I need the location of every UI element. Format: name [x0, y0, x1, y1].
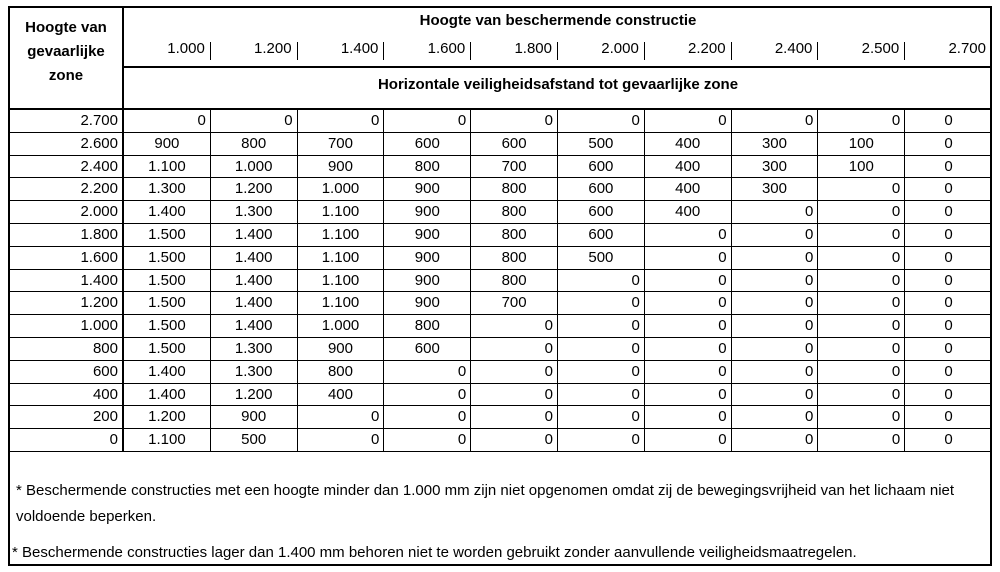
construction-height-title: Hoogte van beschermende constructie: [419, 12, 697, 29]
distance-cell: 0: [818, 384, 905, 407]
distance-cell: 1.400: [124, 201, 211, 224]
distance-cell: 0: [645, 384, 732, 407]
distance-cell: 0: [471, 361, 558, 384]
table-row: [10, 201, 990, 224]
distance-cell: 0: [732, 338, 819, 361]
distance-cell: 0: [818, 178, 905, 201]
distance-cell: 0: [944, 362, 953, 380]
distance-cell: 0: [944, 271, 953, 289]
table-row: [10, 315, 990, 338]
distance-cell: 0: [732, 224, 819, 247]
distance-cell: 0: [818, 361, 905, 384]
distance-cell: 0: [818, 201, 905, 224]
distance-cell: 500: [211, 429, 298, 452]
distance-cell: 1.500: [124, 315, 211, 338]
distance-cell: 900: [384, 201, 471, 224]
zone-height-cell: 600: [10, 361, 124, 384]
distance-cell: 0: [818, 224, 905, 247]
zone-height-cell: 2.400: [10, 156, 124, 179]
distance-cell: 1.400: [211, 270, 298, 293]
distance-cell: 0: [944, 408, 953, 426]
zone-height-cell: 2.200: [10, 178, 124, 201]
distance-cell: 0: [944, 226, 953, 243]
distance-cell: 0: [645, 224, 732, 247]
zone-height-cell: 1.400: [10, 270, 124, 293]
distance-cell: 0: [471, 406, 558, 429]
column-header-label: 1.000: [167, 40, 205, 57]
distance-cell: 0: [298, 110, 385, 133]
distance-cell: 800: [298, 361, 385, 384]
distance-cell: 1.500: [124, 292, 211, 315]
distance-cell: 0: [645, 361, 732, 384]
distance-cell: 1.000: [298, 178, 385, 201]
table-row: [10, 270, 990, 293]
distance-cell: 1.100: [298, 224, 385, 247]
table-row: [10, 156, 990, 179]
distance-cell: 0: [818, 429, 905, 452]
distance-cell: 700: [471, 156, 558, 179]
distance-cell: 600: [471, 133, 558, 156]
distance-cell: 700: [298, 133, 385, 156]
column-header: [211, 38, 298, 60]
distance-cell: 0: [384, 406, 471, 429]
column-header: [471, 38, 558, 60]
table-row: [10, 133, 990, 156]
distance-cell: 800: [471, 178, 558, 201]
column-header: [298, 38, 385, 60]
distance-cell: 0: [732, 270, 819, 293]
distance-cell: 800: [211, 133, 298, 156]
distance-cell: 1.200: [211, 384, 298, 407]
zone-height-cell: 1.600: [10, 247, 124, 270]
distance-cell: 0: [732, 292, 819, 315]
distance-cell: 1.300: [211, 361, 298, 384]
column-header-label: 1.600: [427, 40, 466, 57]
distance-cell: 1.100: [124, 429, 211, 452]
distance-cell: 0: [944, 157, 953, 175]
distance-cell: 700: [471, 292, 558, 315]
distance-cell: 0: [944, 431, 953, 449]
column-header: [124, 38, 211, 60]
distance-cell: 1.100: [298, 247, 385, 270]
header-divider: [124, 66, 992, 68]
distance-cell: 1.500: [124, 247, 211, 270]
column-header: [558, 38, 645, 60]
table-row: [10, 361, 990, 384]
distance-cell: 500: [558, 133, 645, 156]
distance-cell: 900: [384, 292, 471, 315]
distance-cell: 900: [384, 247, 471, 270]
distance-cell: 0: [124, 110, 211, 133]
zone-height-cell: 200: [10, 406, 124, 429]
distance-cell: 0: [558, 292, 645, 315]
zone-height-cell: 1.800: [10, 224, 124, 247]
distance-cell: 400: [298, 384, 385, 407]
distance-cell: 1.500: [124, 338, 211, 361]
zone-height-cell: 2.700: [10, 110, 124, 133]
distance-cell: 0: [384, 361, 471, 384]
distance-cell: 0: [732, 110, 819, 133]
table-row: [10, 429, 990, 452]
distance-cell: 0: [818, 247, 905, 270]
distance-cell: 0: [645, 429, 732, 452]
distance-cell: 800: [471, 201, 558, 224]
distance-cell: 800: [471, 270, 558, 293]
distance-cell: 900: [384, 224, 471, 247]
distance-cell: 0: [944, 340, 953, 357]
distance-cell: 0: [818, 406, 905, 429]
footnote-2: * Beschermende constructies lager dan 1.400 mm behoren niet te worden gebruikt zonder aanvullende veiligheidsmaatregelen.: [12, 544, 857, 561]
distance-cell: 0: [558, 110, 645, 133]
distance-cell: 1.500: [124, 270, 211, 293]
distance-cell: 600: [384, 133, 471, 156]
table-row: [10, 406, 990, 429]
distance-cell: 0: [732, 315, 819, 338]
zone-height-cell: 800: [10, 338, 124, 361]
distance-cell: 0: [558, 384, 645, 407]
distance-cell: 0: [384, 110, 471, 133]
column-header-label: 1.400: [340, 40, 379, 57]
distance-cell: 0: [732, 406, 819, 429]
distance-cell: 1.400: [124, 361, 211, 384]
zone-height-cell: 1.000: [10, 315, 124, 338]
distance-cell: 0: [944, 134, 953, 152]
distance-cell: 600: [558, 156, 645, 179]
distance-cell: 0: [944, 112, 953, 129]
distance-cell: 1.400: [211, 292, 298, 315]
distance-cell: 0: [471, 338, 558, 361]
distance-cell: 1.300: [211, 201, 298, 224]
distance-cell: 900: [124, 133, 211, 156]
distance-cell: 0: [944, 385, 953, 403]
zone-height-header: [10, 8, 124, 108]
distance-cell: 1.400: [211, 224, 298, 247]
distance-cell: 0: [645, 338, 732, 361]
distance-cell: 1.200: [124, 406, 211, 429]
distance-cell: 400: [645, 178, 732, 201]
distance-cell: 0: [944, 294, 953, 312]
zone-header-line-2: gevaarlijke: [27, 43, 105, 60]
table-row: [10, 247, 990, 270]
distance-cell: 0: [818, 338, 905, 361]
zone-height-cell: 0: [10, 429, 124, 452]
distance-cell: 1.400: [211, 315, 298, 338]
safety-distance-table: [8, 6, 992, 566]
column-header-label: 2.000: [601, 40, 639, 57]
distance-cell: 800: [471, 247, 558, 270]
distance-cell: 0: [558, 406, 645, 429]
zone-height-cell: 1.200: [10, 292, 124, 315]
distance-cell: 1.400: [211, 247, 298, 270]
zone-height-cell: 400: [10, 384, 124, 407]
distance-cell: 0: [944, 248, 953, 266]
distance-cell: 800: [384, 156, 471, 179]
distance-cell: 0: [471, 429, 558, 452]
distance-cell: 0: [818, 270, 905, 293]
distance-cell: 0: [944, 203, 953, 221]
distance-cell: 1.400: [124, 384, 211, 407]
table-row: [10, 178, 990, 201]
distance-cell: 1.300: [124, 178, 211, 201]
distance-cell: 0: [944, 317, 953, 335]
table-row: [10, 292, 990, 315]
distance-cell: 1.100: [298, 270, 385, 293]
distance-cell: 0: [558, 338, 645, 361]
distance-cell: 1.000: [298, 315, 385, 338]
distance-cell: 1.100: [298, 201, 385, 224]
distance-cell: 900: [211, 406, 298, 429]
table-row: [10, 384, 990, 407]
column-header: [384, 38, 471, 60]
distance-cell: 300: [732, 156, 819, 179]
distance-cell: 0: [558, 429, 645, 452]
column-header: [645, 38, 732, 60]
distance-cell: 800: [471, 224, 558, 247]
column-header-label: 1.800: [514, 40, 552, 57]
distance-cell: 900: [384, 270, 471, 293]
distance-cell: 300: [732, 133, 819, 156]
column-header-label: 2.200: [688, 40, 726, 57]
distance-cell: 1.000: [211, 156, 298, 179]
distance-cell: 1.200: [211, 178, 298, 201]
zone-header-line-1: Hoogte van: [25, 19, 107, 36]
column-header: [905, 38, 992, 60]
distance-cell: 0: [471, 110, 558, 133]
distance-cell: 0: [558, 270, 645, 293]
footnote-1: * Beschermende constructies met een hoogte minder dan 1.000 mm zijn niet opgenomen omdat zij de bewegingsvrijheid van het lichaam niet voldoende beperken.: [16, 482, 955, 525]
distance-cell: 800: [384, 315, 471, 338]
zone-height-cell: 2.000: [10, 201, 124, 224]
distance-cell: 900: [298, 156, 385, 179]
distance-cell: 600: [558, 178, 645, 201]
distance-cell: 0: [818, 292, 905, 315]
distance-cell: 0: [471, 384, 558, 407]
distance-cell: 0: [645, 406, 732, 429]
distance-cell: 0: [818, 315, 905, 338]
distance-cell: 0: [645, 292, 732, 315]
distance-cell: 1.500: [124, 224, 211, 247]
distance-cell: 400: [645, 133, 732, 156]
table-row: [10, 110, 990, 133]
distance-cell: 400: [645, 201, 732, 224]
distance-cell: 0: [645, 315, 732, 338]
distance-cell: 1.100: [298, 292, 385, 315]
distance-cell: 100: [818, 156, 905, 179]
column-header: [818, 38, 905, 60]
column-header-label: 2.500: [861, 40, 900, 57]
column-header-label: 1.200: [254, 40, 292, 57]
horizontal-distance-title: Horizontale veiligheidsafstand tot gevaarlijke zone: [377, 76, 739, 93]
distance-cell: 1.300: [211, 338, 298, 361]
distance-cell: 500: [558, 247, 645, 270]
distance-cell: 600: [384, 338, 471, 361]
distance-cell: 600: [558, 201, 645, 224]
distance-cell: 100: [818, 133, 905, 156]
distance-cell: 0: [732, 384, 819, 407]
distance-cell: 0: [211, 110, 298, 133]
zone-height-cell: 2.600: [10, 133, 124, 156]
distance-cell: 0: [558, 361, 645, 384]
zone-header-line-3: zone: [48, 67, 84, 84]
distance-cell: 1.100: [124, 156, 211, 179]
distance-cell: 0: [558, 315, 645, 338]
distance-cell: 0: [645, 270, 732, 293]
distance-cell: 600: [558, 224, 645, 247]
column-header: [732, 38, 819, 60]
distance-cell: 0: [732, 429, 819, 452]
distance-cell: 0: [384, 384, 471, 407]
distance-cell: 0: [944, 180, 953, 198]
distance-cell: 0: [818, 110, 905, 133]
distance-cell: 0: [645, 110, 732, 133]
distance-cell: 900: [384, 178, 471, 201]
distance-cell: 0: [732, 201, 819, 224]
distance-cell: 0: [298, 429, 385, 452]
table-row: [10, 338, 990, 361]
distance-cell: 0: [471, 315, 558, 338]
column-header-label: 2.700: [948, 40, 986, 57]
distance-cell: 0: [384, 429, 471, 452]
distance-cell: 0: [645, 247, 732, 270]
column-header-label: 2.400: [774, 40, 813, 57]
table-row: [10, 224, 990, 247]
distance-cell: 300: [732, 178, 819, 201]
distance-cell: 0: [732, 247, 819, 270]
distance-cell: 400: [645, 156, 732, 179]
distance-cell: 0: [732, 361, 819, 384]
distance-cell: 900: [298, 338, 385, 361]
distance-cell: 0: [298, 406, 385, 429]
